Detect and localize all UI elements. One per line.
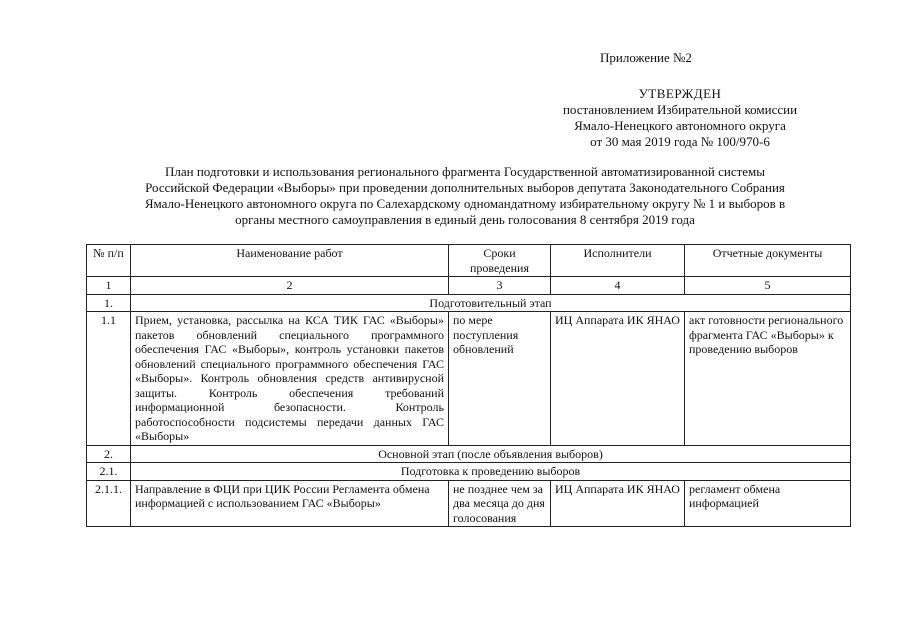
table-row	[87, 312, 851, 446]
header-docs: Отчетные документы	[685, 245, 851, 277]
work-docs: акт готовности регионального фрагмента ГАС «Выборы» к проведению выборов	[685, 312, 851, 446]
work-name: Направление в ФЦИ при ЦИК России Регламента обмена информацией с использованием ГАС «Выборы»	[131, 480, 449, 527]
work-executors: ИЦ Аппарата ИК ЯНАО	[551, 312, 685, 446]
section-title: Основной этап (после объявления выборов)	[131, 445, 851, 463]
work-name: Прием, установка, рассылка на КСА ТИК ГАС «Выборы» пакетов обновлений специального программного обеспечения ГАС «Выборы», контроль установки пакетов обновлений специального программного обеспечения ГАС «Выборы». Контроль обновления средств антивирусной защиты. Контроль обеспечения требований информационной безопасности. Контроль работоспособности подсистемы передачи данных ГАС «Выборы»	[131, 312, 449, 446]
appendix-label: Приложение №2	[600, 50, 692, 65]
row-number: 2.1.1.	[87, 480, 131, 527]
work-terms: не позднее чем за два месяца до дня голосования	[449, 480, 551, 527]
header-terms: Сроки проведения	[449, 245, 551, 277]
col-number: 5	[685, 277, 851, 295]
work-terms: по мере поступления обновлений	[449, 312, 551, 446]
header-num: № п/п	[87, 245, 131, 277]
title-line: органы местного самоуправления в единый день голосования 8 сентября 2019 года	[235, 212, 695, 227]
section-row	[87, 445, 851, 463]
row-number: 2.1.	[87, 463, 131, 481]
plan-table	[86, 244, 851, 527]
header-name: Наименование работ	[131, 245, 449, 277]
title-line: Ямало-Ненецкого автономного округа по Салехардскому одномандатному избирательному округу № 1 и выборов в	[144, 196, 786, 211]
document-title	[80, 164, 850, 228]
approved-line: от 30 мая 2019 года № 100/970-6	[590, 134, 770, 149]
col-number: 4	[551, 277, 685, 295]
table-row	[87, 480, 851, 527]
section-row	[87, 463, 851, 481]
row-number: 2.	[87, 445, 131, 463]
approved-line: Ямало-Ненецкого автономного округа	[574, 118, 786, 133]
row-number: 1.	[87, 294, 131, 312]
column-number-row	[87, 277, 851, 295]
title-line: План подготовки и использования регионального фрагмента Государственной автоматизированной системы	[164, 164, 765, 179]
header-executors: Исполнители	[551, 245, 685, 277]
row-number: 1.1	[87, 312, 131, 446]
work-executors: ИЦ Аппарата ИК ЯНАО	[551, 480, 685, 527]
col-number: 1	[87, 277, 131, 295]
section-title: Подготовка к проведению выборов	[131, 463, 851, 481]
col-number: 2	[131, 277, 449, 295]
title-line: Российской Федерации «Выборы» при проведении дополнительных выборов депутата Законодательного Собрания	[145, 180, 785, 195]
work-docs: регламент обмена информацией	[685, 480, 851, 527]
col-number: 3	[449, 277, 551, 295]
approval-stamp	[510, 86, 850, 150]
approved-line: постановлением Избирательной комиссии	[562, 102, 798, 117]
table-header-row	[87, 245, 851, 277]
section-title: Подготовительный этап	[131, 294, 851, 312]
section-row	[87, 294, 851, 312]
approved-title: УТВЕРЖДЕН	[638, 86, 722, 101]
